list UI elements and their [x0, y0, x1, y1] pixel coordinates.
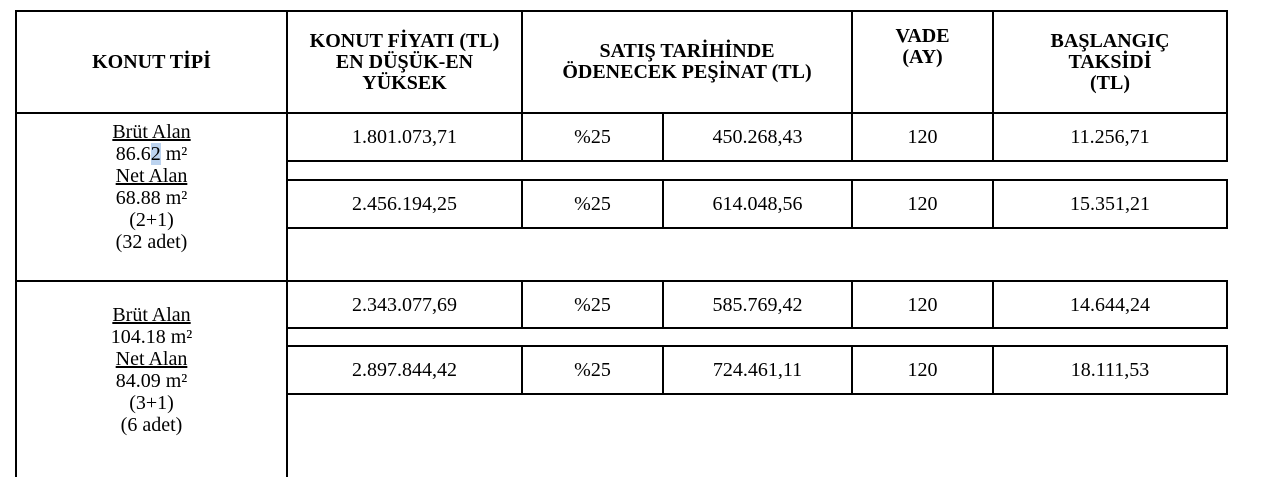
- percent-cell: %25: [574, 126, 611, 148]
- header-konut-tipi: KONUT TİPİ: [92, 50, 211, 73]
- percent-cell: %25: [574, 193, 611, 215]
- term-cell: 120: [907, 293, 938, 316]
- down-payment-cell: 450.268,43: [712, 126, 803, 148]
- installment-cell: 15.351,21: [1070, 193, 1150, 215]
- down-payment-cell: 585.769,42: [712, 293, 803, 316]
- row-right-border: [1226, 345, 1228, 395]
- price-cell: 2.897.844,42: [352, 359, 457, 381]
- header-vade: VADE (AY): [895, 25, 950, 68]
- brut-alan-value: 86.62 m²: [115, 143, 188, 165]
- row-border: [286, 227, 1228, 229]
- brut-alan-value: 104.18 m²: [110, 326, 193, 348]
- room-count: (3+1): [129, 392, 174, 414]
- header-pesinat: SATIŞ TARİHİNDE ÖDENECEK PEŞİNAT (TL): [562, 40, 812, 83]
- brut-alan-label: Brüt Alan: [112, 304, 191, 326]
- table-border-right: [1226, 10, 1228, 113]
- row-border: [286, 160, 1228, 162]
- installment-cell: 18.111,53: [1070, 359, 1150, 381]
- down-payment-cell: 614.048,56: [712, 193, 803, 215]
- row-border: [286, 393, 1228, 395]
- header-konut-fiyati: KONUT FİYATI (TL) EN DÜŞÜK-EN YÜKSEK: [309, 29, 500, 94]
- term-cell: 120: [907, 193, 938, 215]
- down-payment-cell: 724.461,11: [712, 359, 803, 381]
- konut-tipi-cell: [16, 121, 287, 253]
- header-baslangic-taksidi: BAŞLANGIÇ TAKSİDİ (TL): [1050, 29, 1170, 94]
- net-alan-value: 68.88 m²: [115, 187, 188, 209]
- konut-tipi-cell: [16, 304, 287, 436]
- net-alan-value: 84.09 m²: [115, 370, 188, 392]
- term-cell: 120: [907, 359, 938, 381]
- price-cell: 1.801.073,71: [352, 126, 457, 148]
- net-alan-label: Net Alan: [115, 165, 188, 187]
- net-alan-label: Net Alan: [115, 348, 188, 370]
- brut-alan-label: Brüt Alan: [112, 121, 191, 143]
- room-count: (2+1): [129, 209, 174, 231]
- unit-count: (32 adet): [115, 231, 188, 253]
- row-right-border: [1226, 280, 1228, 329]
- row-right-border: [1226, 112, 1228, 162]
- unit-count: (6 adet): [120, 414, 183, 436]
- price-cell: 2.456.194,25: [352, 193, 457, 215]
- percent-cell: %25: [574, 359, 611, 381]
- row-border: [286, 327, 1228, 329]
- installment-cell: 11.256,71: [1070, 126, 1150, 148]
- term-cell: 120: [907, 126, 938, 148]
- row-right-border: [1226, 179, 1228, 229]
- percent-cell: %25: [574, 293, 611, 316]
- installment-cell: 14.644,24: [1070, 293, 1150, 316]
- price-cell: 2.343.077,69: [352, 293, 457, 316]
